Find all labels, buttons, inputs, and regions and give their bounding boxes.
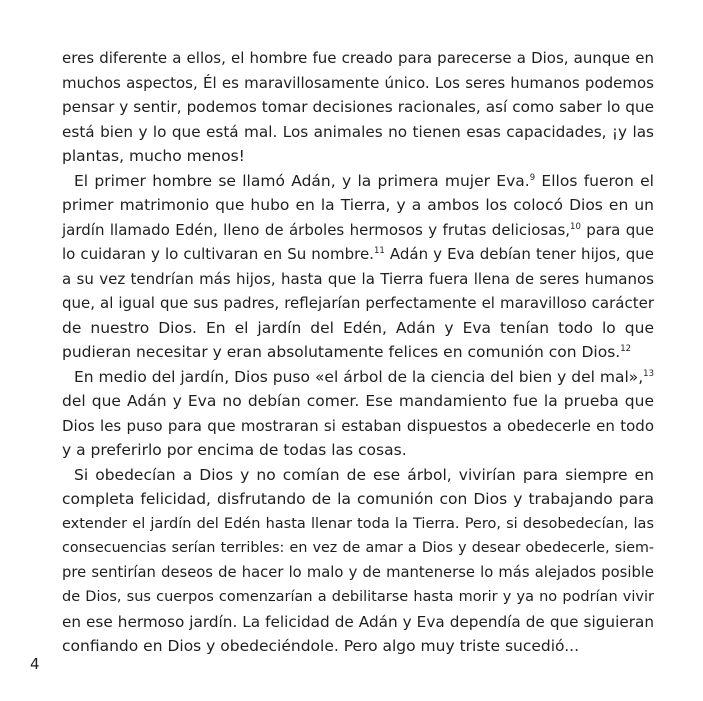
text-run: jardín llamado Edén, lleno de árboles hermosos y frutas deliciosas, [62, 220, 571, 239]
text-run: pre sentirían deseos de hacer lo malo y de mantenerse lo más alejados posible [62, 563, 654, 581]
text-run: que, al igual que sus padres, reflejarían perfectamente el maravilloso carácter [62, 294, 654, 312]
text-line [62, 389, 654, 414]
text-run: para que [580, 220, 654, 239]
paragraph-first-line [62, 169, 654, 194]
text-run: lo cuidaran y lo cultivaran en Su nombre. [62, 245, 374, 263]
text-run: a su vez tendrían más hijos, hasta que la Tierra fuera llena de seres humanos [62, 269, 654, 288]
text-line [62, 95, 654, 120]
text-line [62, 536, 654, 561]
body-text [62, 46, 654, 659]
text-run: completa felicidad, disfrutando de la comunión con Dios y trabajando para [62, 490, 654, 508]
text-line [62, 340, 654, 365]
text-run: pensar y sentir, podemos tomar decisiones racionales, así como saber lo que [62, 98, 654, 116]
text-run: primer matrimonio que hubo en la Tierra, y a ambos los colocó Dios en un [62, 196, 654, 214]
text-run: está bien y lo que está mal. Los animales no tienen esas capacidades, ¡y las [62, 122, 654, 141]
paragraph-first-line [62, 463, 654, 488]
text-run: Ellos fueron el [535, 171, 654, 190]
text-run: El primer hombre se llamó Adán, y la primera mujer Eva. [74, 171, 530, 190]
text-line [62, 120, 654, 145]
text-line [62, 512, 654, 537]
text-run: de Dios, sus cuerpos comenzarían a debilitarse hasta morir y ya no podrían vivir [62, 589, 654, 605]
text-run: en ese hermoso jardín. La felicidad de Adán y Eva dependía de que siguieran [62, 612, 654, 631]
text-line [62, 193, 654, 218]
text-line [62, 634, 654, 659]
text-run: Dios les puso para que mostraran si estaban dispuestos a obedecerle en todo [62, 416, 654, 435]
text-run: Si obedecían a Dios y no comían de ese árbol, vivirían para siempre en [74, 465, 654, 484]
text-line [62, 267, 654, 292]
footnote-ref: 9 [529, 172, 536, 183]
page-number: 4 [30, 655, 40, 673]
paragraph-first-line [62, 365, 654, 390]
text-run: Adán y Eva debían tener hijos, que [384, 245, 654, 263]
text-line [62, 46, 654, 71]
footnote-ref: 12 [620, 343, 632, 354]
text-run: del que Adán y Eva no debían comer. Ese mandamiento fue la prueba que [62, 392, 654, 410]
footnote-ref: 11 [373, 246, 385, 256]
text-line [62, 487, 654, 512]
text-line [62, 610, 654, 635]
text-line [62, 144, 654, 169]
footnote-ref: 10 [570, 221, 581, 232]
footnote-ref: 13 [643, 368, 654, 379]
text-run: confiando en Dios y obedeciéndole. Pero algo muy triste sucedió... [62, 637, 580, 655]
text-line [62, 291, 654, 316]
text-run: pudieran necesitar y eran absolutamente felices en comunión con Dios. [62, 343, 621, 361]
text-line [62, 438, 654, 463]
text-line [62, 218, 654, 243]
text-line [62, 242, 654, 267]
text-run: eres diferente a ellos, el hombre fue creado para parecerse a Dios, aunque en [62, 49, 654, 67]
text-line [62, 71, 654, 96]
text-line [62, 414, 654, 439]
text-line [62, 561, 654, 586]
text-run: consecuencias serían terribles: en vez de amar a Dios y desear obedecerle, siem- [62, 540, 654, 556]
text-run: de nuestro Dios. En el jardín del Edén, Adán y Eva tenían todo lo que [62, 318, 654, 337]
text-run: En medio del jardín, Dios puso «el árbol de la ciencia del bien y del mal», [74, 367, 644, 386]
text-line [62, 316, 654, 341]
text-run: muchos aspectos, Él es maravillosamente único. Los seres humanos podemos [62, 73, 654, 92]
text-run: y a preferirlo por encima de todas las cosas. [62, 441, 407, 459]
text-run: plantas, mucho menos! [62, 147, 245, 165]
text-run: extender el jardín del Edén hasta llenar toda la Tierra. Pero, si desobedecían, las [62, 515, 654, 532]
text-line [62, 585, 654, 610]
